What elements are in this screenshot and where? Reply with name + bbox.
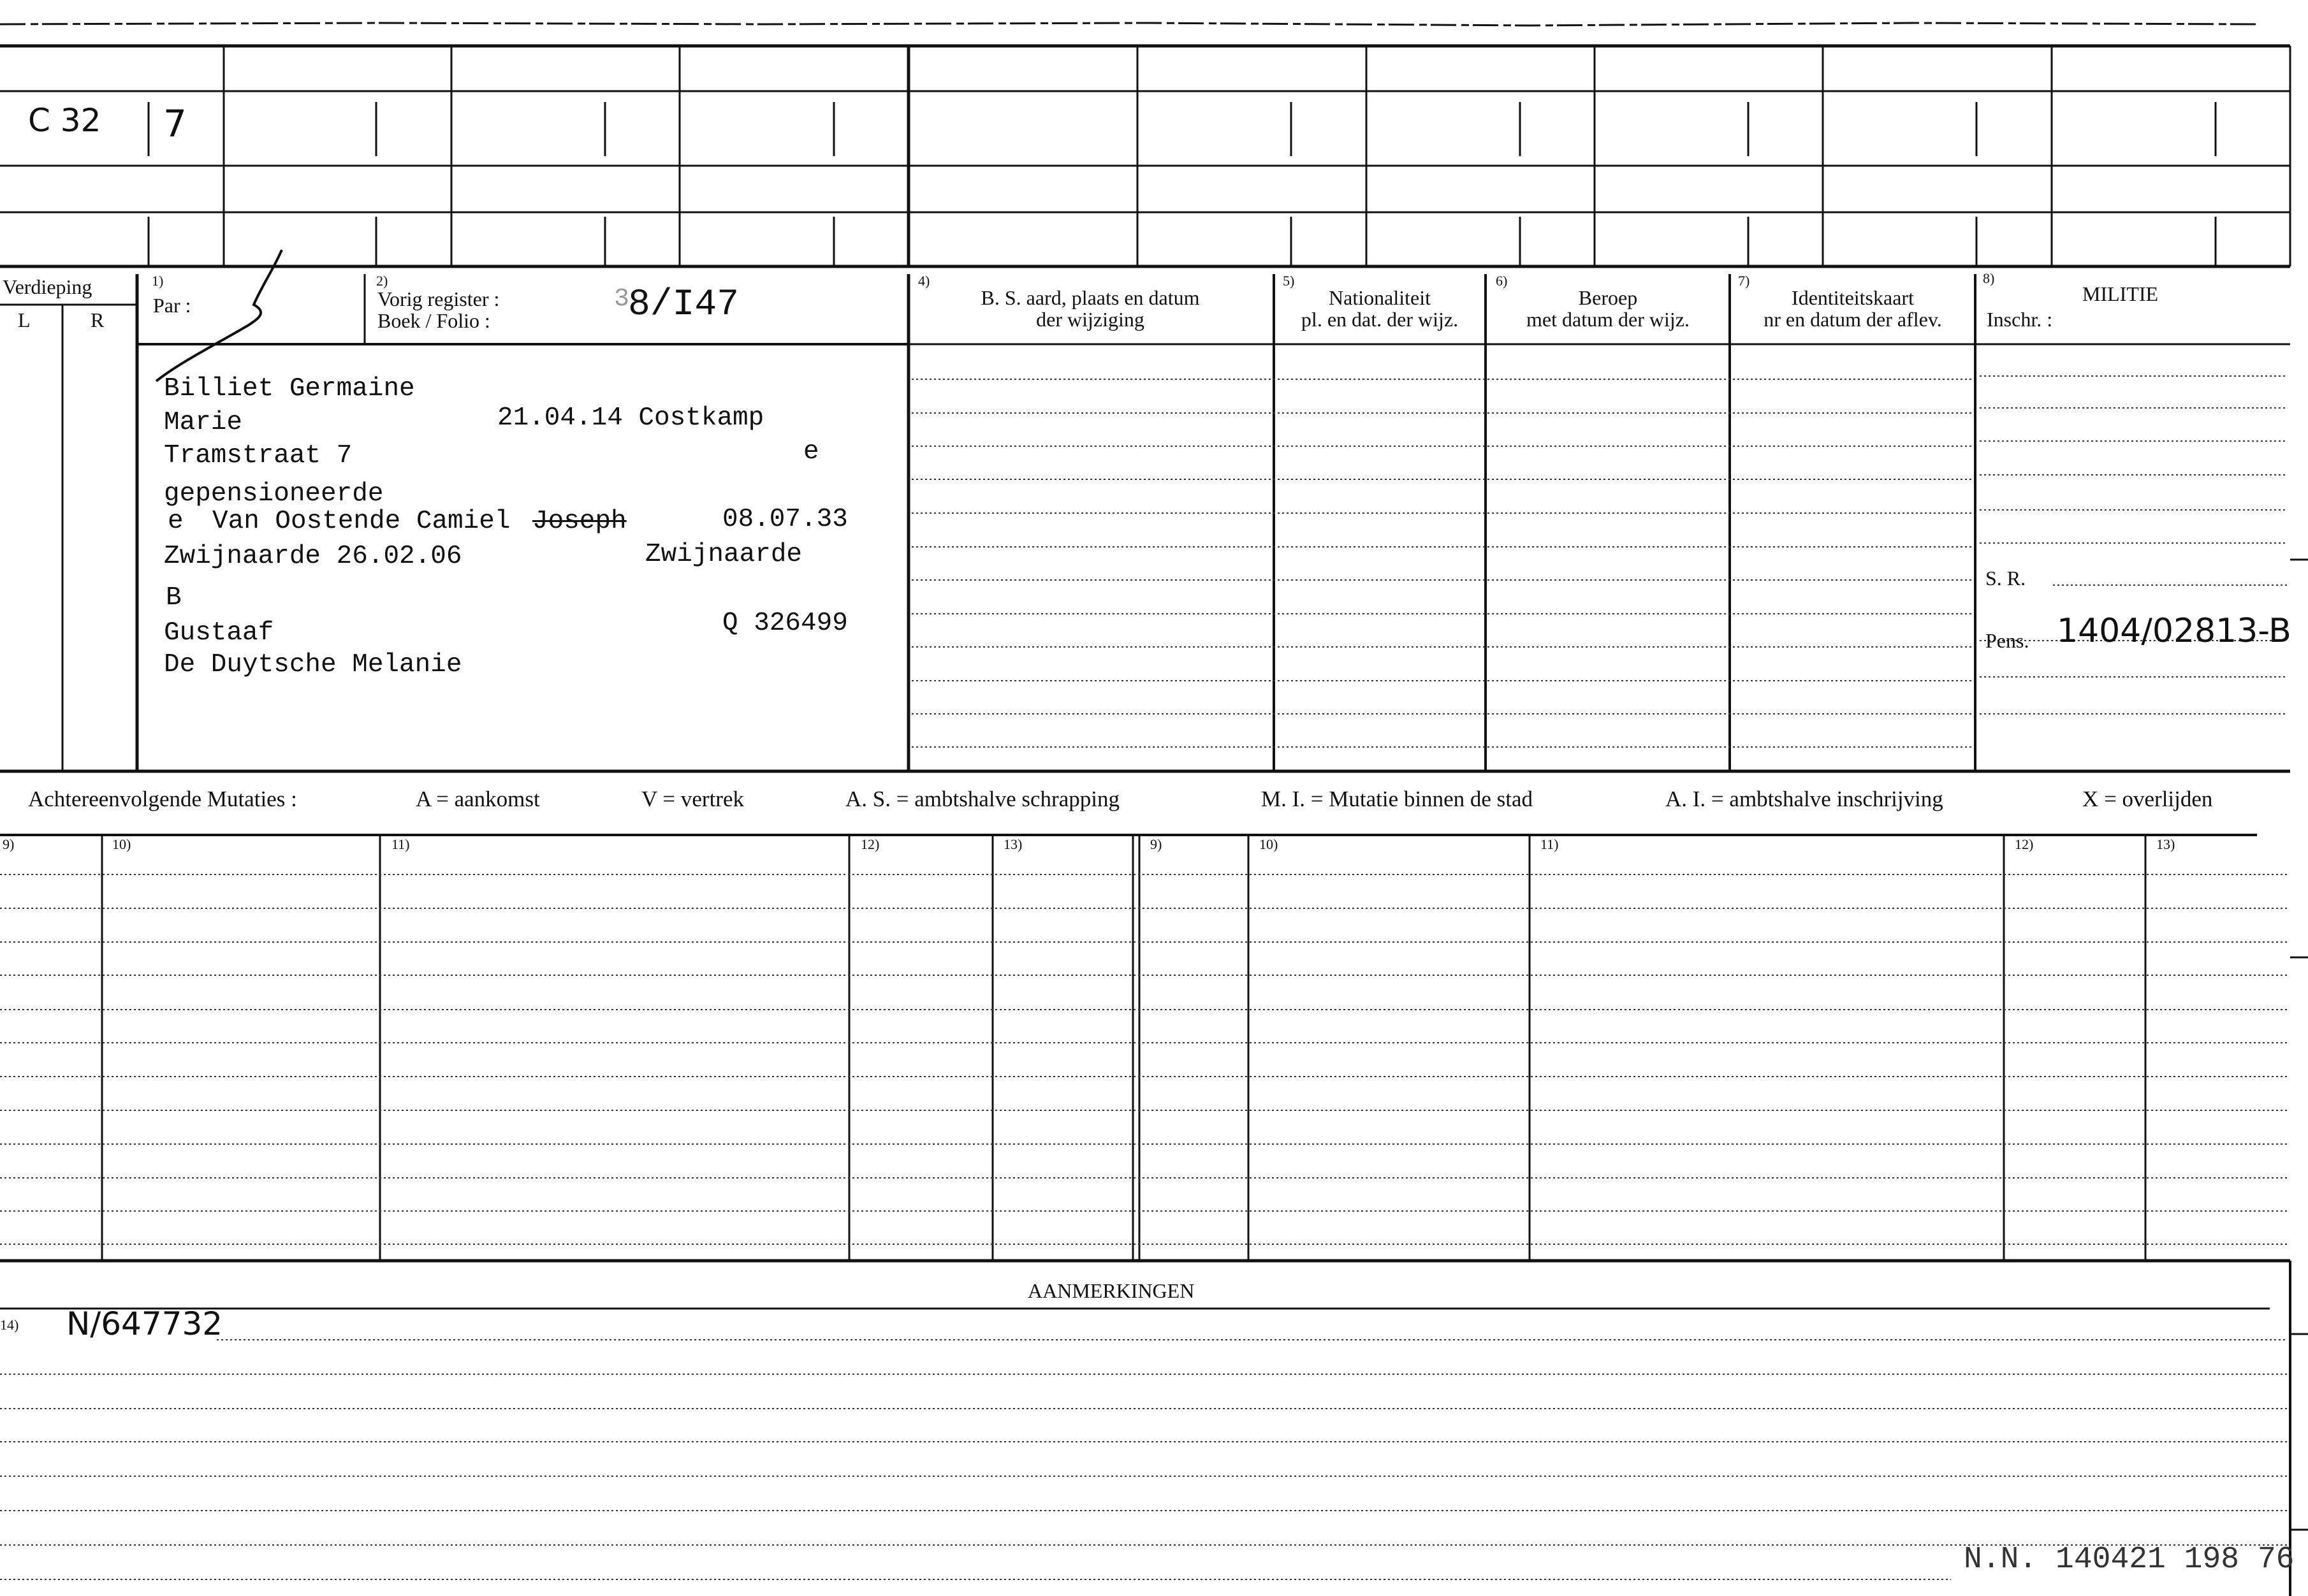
mutatie-ai: A. I. = ambtshalve inschrijving xyxy=(1665,787,1943,811)
spouse-prefix: e xyxy=(168,507,184,536)
mutatie-v: V = vertrek xyxy=(641,787,744,811)
nationality: B xyxy=(166,583,182,613)
col6-header-line2: met datum der wijz. xyxy=(1526,308,1690,331)
col6-number: 6) xyxy=(1496,273,1508,289)
col8-number: 8) xyxy=(1983,270,1995,286)
person-e-mark: e xyxy=(803,437,819,467)
col1-number: 1) xyxy=(152,273,164,289)
spouse-birth: Zwijnaarde 26.02.06 xyxy=(164,542,462,571)
mutatie-a: A = aankomst xyxy=(416,787,540,811)
mutcol-12b: 12) xyxy=(2015,836,2034,852)
col4-header-line2: der wijziging xyxy=(1036,308,1144,331)
col7-header-line1: Identiteitskaart xyxy=(1792,286,1914,309)
person-given-name: Marie xyxy=(164,408,243,437)
person-occupation: gepensioneerde xyxy=(164,479,384,509)
vorig-register-label: Vorig register : xyxy=(377,287,500,310)
reference-number: Q 326499 xyxy=(722,609,848,638)
mutcol-11b: 11) xyxy=(1540,836,1559,852)
verdieping-right: R xyxy=(91,308,105,331)
col7-number: 7) xyxy=(1738,273,1750,289)
verdieping-title: Verdieping xyxy=(3,275,92,298)
father-name: Gustaaf xyxy=(164,618,274,648)
mutcol-9: 9) xyxy=(3,836,15,852)
spouse-struck-name: Joseph xyxy=(532,507,627,536)
col5-header-line2: pl. en dat. der wijz. xyxy=(1301,308,1459,331)
mutcol-13b: 13) xyxy=(2156,836,2175,852)
top-number: 7 xyxy=(163,102,187,145)
aanmerkingen-value: N/647732 xyxy=(66,1305,223,1342)
spouse-name: Van Oostende Camiel xyxy=(212,507,511,536)
mutcol-11: 11) xyxy=(391,836,410,852)
footer-nn-number: N.N. 140421 198 76 xyxy=(1964,1542,2295,1577)
mother-name: De Duytsche Melanie xyxy=(164,650,462,679)
mutcol-10b: 10) xyxy=(1259,836,1278,852)
inschr-label: Inschr. : xyxy=(1987,308,2053,331)
col1-par-label: Par : xyxy=(153,294,191,317)
mutatie-mi: M. I. = Mutatie binnen de stad xyxy=(1261,787,1533,811)
pens-value: 1404/02813-B xyxy=(2057,612,2291,650)
mutatie-as: A. S. = ambtshalve schrapping xyxy=(845,787,1120,811)
aanmerkingen-number: 14) xyxy=(0,1317,19,1333)
sr-label: S. R. xyxy=(1985,567,2026,590)
person-surname: Billiet Germaine xyxy=(164,374,415,403)
col2-number: 2) xyxy=(376,273,388,289)
person-birth: 21.04.14 Costkamp xyxy=(497,403,764,433)
mutcol-12: 12) xyxy=(861,836,880,852)
col5-number: 5) xyxy=(1283,273,1295,289)
col7-header-line2: nr en datum der aflev. xyxy=(1764,308,1942,331)
mutcol-9b: 9) xyxy=(1150,836,1162,852)
mutcol-10: 10) xyxy=(112,836,131,852)
aanmerkingen-title: AANMERKINGEN xyxy=(1028,1279,1195,1302)
mutatie-x: X = overlijden xyxy=(2082,787,2213,811)
spouse-place: Zwijnaarde xyxy=(645,540,803,569)
col4-number: 4) xyxy=(918,273,930,289)
person-street: Tramstraat 7 xyxy=(164,441,353,470)
pens-label: Pens. xyxy=(1985,629,2029,652)
militie-title: MILITIE xyxy=(2082,282,2159,305)
verdieping-left: L xyxy=(18,308,31,331)
top-code: C 32 xyxy=(28,102,101,139)
marriage-date: 08.07.33 xyxy=(722,505,848,534)
mutcol-13: 13) xyxy=(1004,836,1023,852)
col4-header-line1: B. S. aard, plaats en datum xyxy=(981,286,1200,309)
boek-folio-value: 8/I47 xyxy=(628,284,740,326)
stray-mark: 3 xyxy=(614,285,630,314)
mutaties-label: Achtereenvolgende Mutaties : xyxy=(28,787,297,811)
col5-header-line1: Nationaliteit xyxy=(1329,286,1431,309)
boek-folio-label: Boek / Folio : xyxy=(377,309,490,332)
col6-header-line1: Beroep xyxy=(1578,286,1638,309)
